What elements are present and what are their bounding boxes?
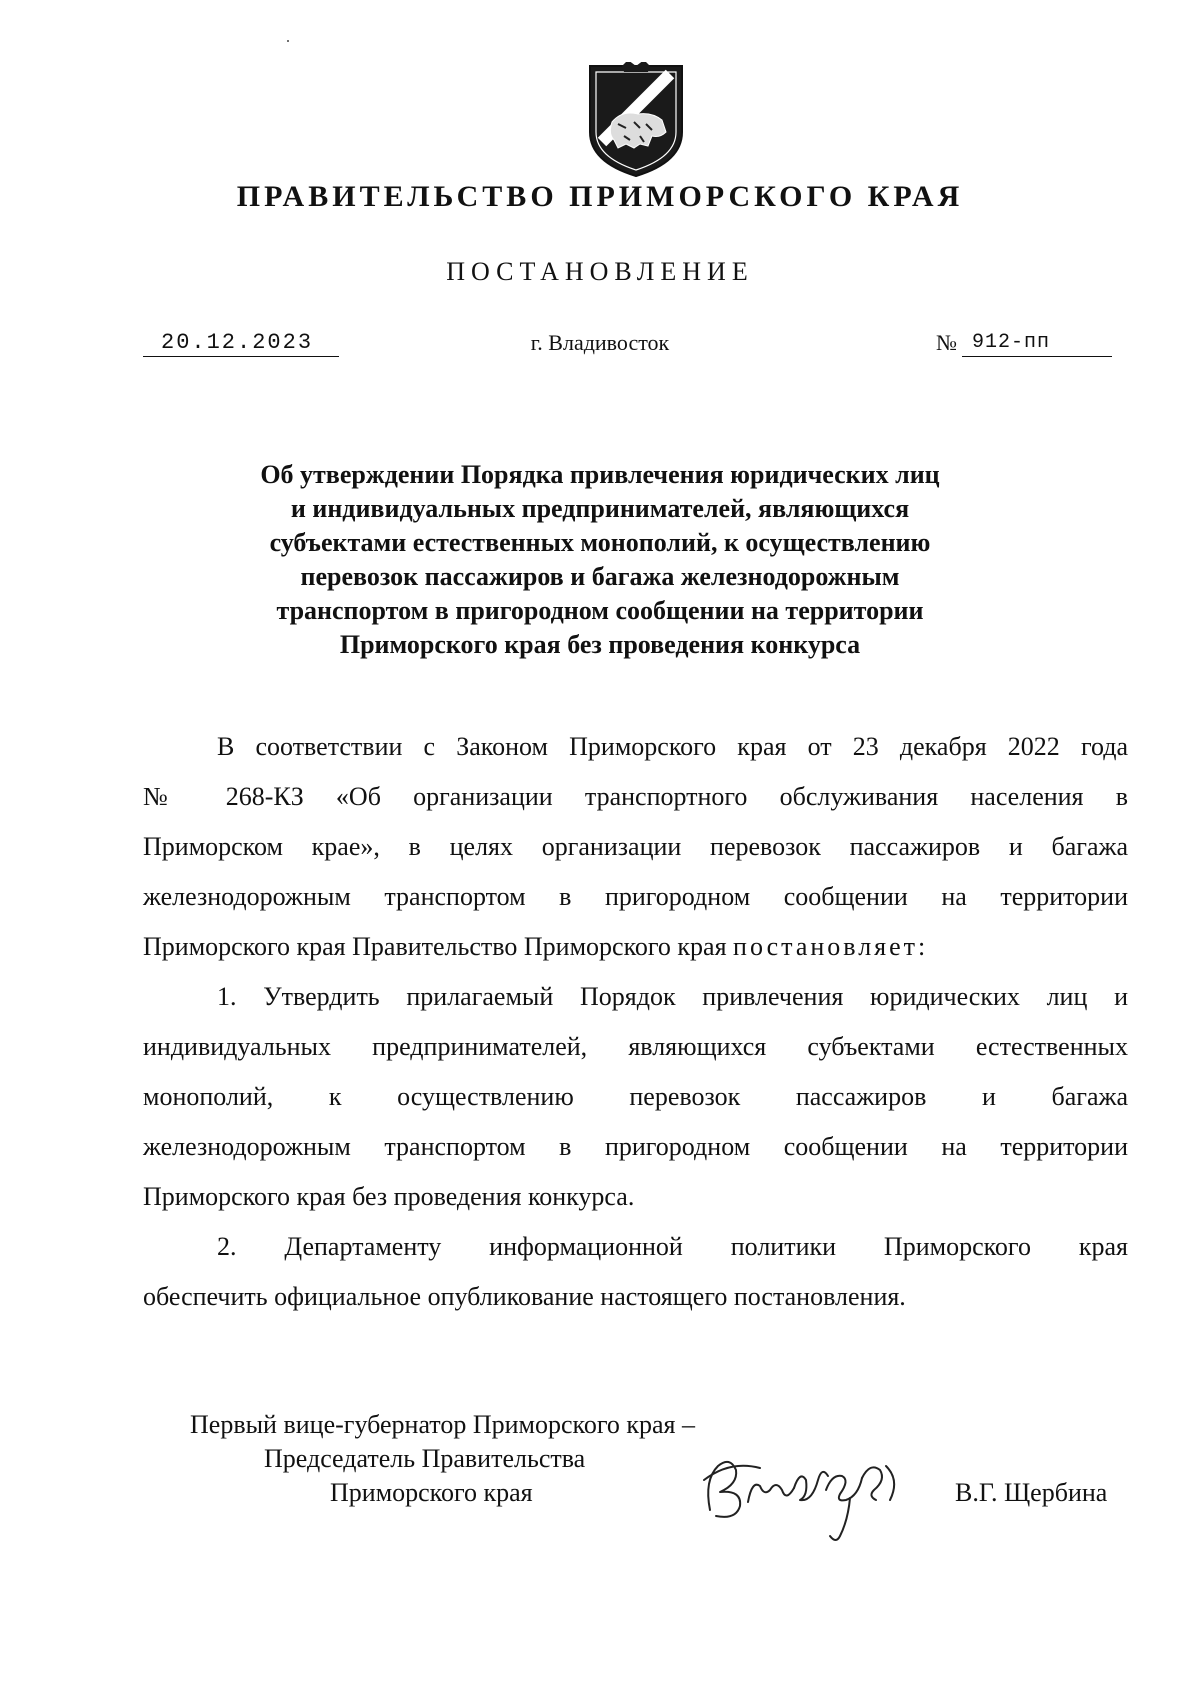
title-line: Приморского края без проведения конкурса [339, 630, 861, 659]
item1-line: железнодорожным транспортом в пригородном сообщении на территории [143, 1132, 1128, 1161]
item1-line: монополий, к осуществлению перевозок пассажиров и багажа [143, 1082, 1128, 1111]
title-line: и индивидуальных предпринимателей, являющихся [290, 494, 910, 523]
item1-line: 1. Утвердить прилагаемый Порядок привлечения юридических лиц и [217, 982, 1128, 1011]
scan-speck [287, 40, 289, 42]
number-sign: № [936, 330, 957, 355]
item2-line: обеспечить официальное опубликование настоящего постановления. [143, 1282, 906, 1311]
document-city: г. Владивосток [530, 330, 670, 355]
preamble-line: № 268-КЗ «Об организации транспортного обслуживания населения в [143, 782, 1128, 811]
document-body [143, 722, 1128, 1322]
preamble-line: железнодорожным транспортом в пригородном сообщении на территории [143, 882, 1128, 911]
preamble-last-text: Приморского края Правительство Приморского края [143, 932, 727, 961]
preamble-line: В соответствии с Законом Приморского края от 23 декабря 2022 года [217, 732, 1128, 761]
title-line: транспортом в пригородном сообщении на территории [276, 596, 924, 625]
resolves-word: постановляет: [733, 932, 929, 961]
handwritten-signature [690, 1440, 930, 1550]
position-line: Председатель Правительства [264, 1444, 586, 1473]
document-title [200, 458, 1000, 662]
document-date: 20.12.2023 [143, 330, 339, 357]
organization-title: ПРАВИТЕЛЬСТВО ПРИМОРСКОГО КРАЯ [236, 180, 964, 213]
preamble-line: Приморском крае», в целях организации перевозок пассажиров и багажа [143, 832, 1128, 861]
preamble-last-line [143, 922, 1128, 972]
position-line: Первый вице-губернатор Приморского края – [190, 1410, 695, 1439]
item1-line: Приморского края без проведения конкурса. [143, 1182, 635, 1211]
title-line: субъектами естественных монополий, к осуществлению [269, 528, 931, 557]
title-line: перевозок пассажиров и багажа железнодорожным [300, 562, 900, 591]
coat-of-arms-emblem [582, 62, 690, 180]
document-type: ПОСТАНОВЛЕНИЕ [446, 257, 754, 286]
title-line: Об утверждении Порядка привлечения юридических лиц [260, 460, 940, 489]
item2-line: 2. Департаменту информационной политики Приморского края [217, 1232, 1128, 1261]
position-line: Приморского края [330, 1478, 533, 1507]
signatory-name: В.Г. Щербина [955, 1478, 1108, 1507]
document-number: 912-пп [962, 330, 1112, 357]
item1-line: индивидуальных предпринимателей, являющихся субъектами естественных [143, 1032, 1128, 1061]
